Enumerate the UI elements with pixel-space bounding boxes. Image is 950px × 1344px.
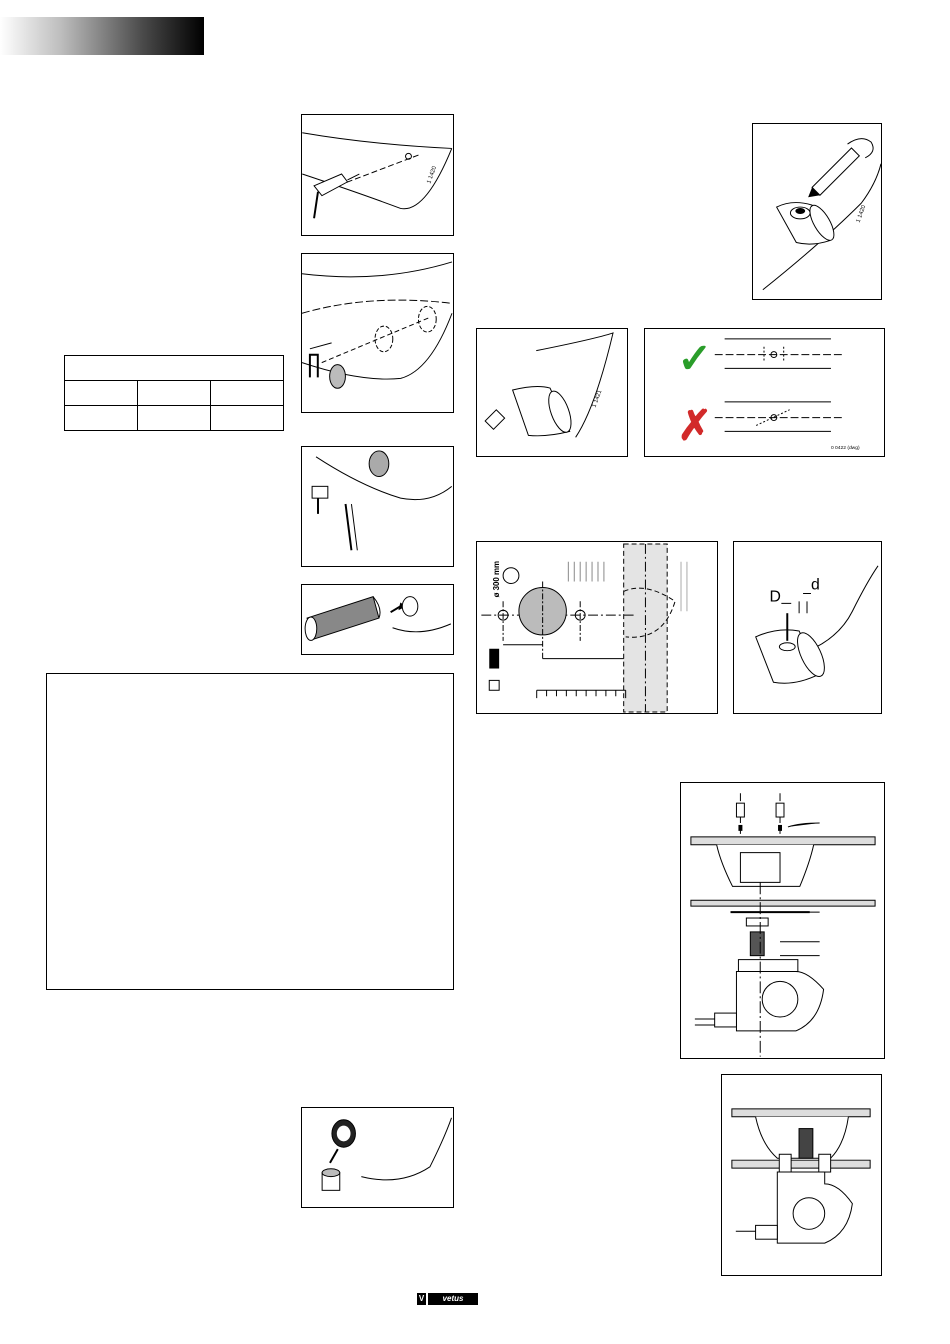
svg-text:1 1421: 1 1421 [591, 389, 604, 409]
insert-tube-figure [301, 584, 454, 655]
svg-text:0 0422 (dwg): 0 0422 (dwg) [830, 446, 860, 452]
vetus-logo [417, 1293, 478, 1305]
spec-cell [65, 381, 138, 406]
check-mark-icon: ✓ [677, 335, 713, 382]
svg-text:1 1420: 1 1420 [855, 204, 868, 224]
template-logo-icon [489, 649, 499, 669]
spec-cell [211, 381, 284, 406]
bolt-icon [776, 803, 784, 817]
header-gradient-bar [0, 17, 204, 55]
cloth-icon [485, 410, 504, 429]
bolt-icon [736, 803, 744, 817]
cut-hole-figure [301, 446, 454, 567]
spec-cell [138, 406, 211, 431]
file-tool-icon [346, 504, 358, 550]
cleaning-tube-figure [476, 328, 628, 457]
jigsaw-icon [312, 486, 328, 514]
spec-table [64, 355, 284, 431]
drilling-template-figure [476, 541, 718, 714]
exploded-assembly-figure [680, 782, 885, 1059]
svg-text:1 1420: 1 1420 [426, 165, 439, 185]
apply-sealant-figure [301, 1107, 454, 1208]
spec-cell [211, 406, 284, 431]
spec-cell [65, 406, 138, 431]
pen-icon [808, 139, 873, 198]
hole-position-measure-figure [301, 253, 454, 413]
spec-cell [138, 381, 211, 406]
alignment-check-figure [644, 328, 885, 457]
note-box [46, 673, 454, 990]
mark-drill-point-figure [752, 123, 882, 300]
svg-text:d: d [810, 576, 820, 594]
installed-assembly-figure [721, 1074, 882, 1276]
logo-mark: V [418, 1294, 425, 1303]
drill-bit-icon [503, 568, 519, 584]
drill-pilot-hole-figure [301, 114, 454, 236]
svg-text:D: D [769, 588, 781, 606]
logo-wordmark: vetus [428, 1293, 478, 1305]
spec-table-header [65, 356, 284, 381]
svg-text:ø 300 mm: ø 300 mm [492, 560, 502, 598]
cross-mark-icon: ✗ [677, 402, 713, 449]
hole-diameter-figure [733, 541, 882, 714]
